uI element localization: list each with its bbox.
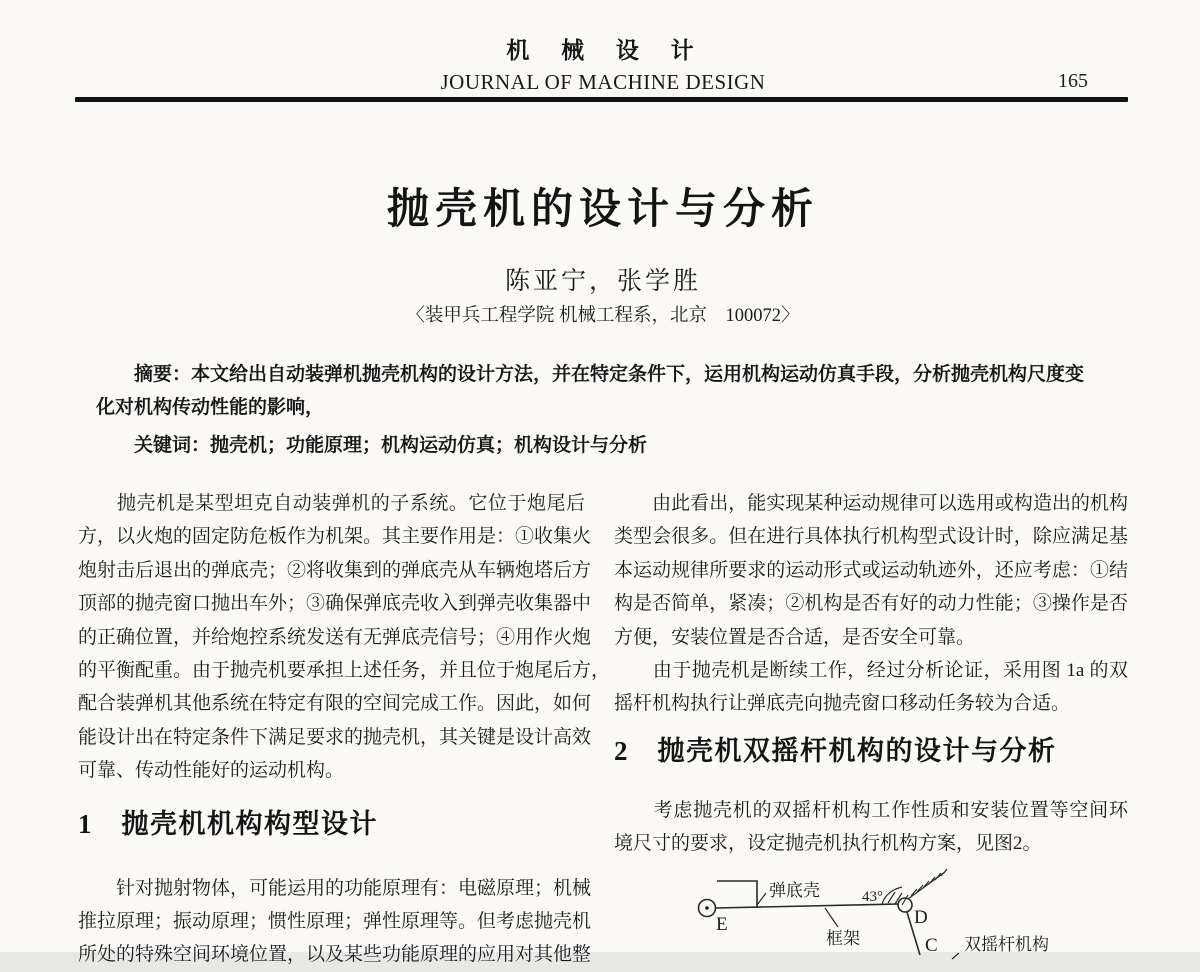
keywords-line bbox=[96, 429, 1100, 462]
mechanism-figure bbox=[614, 863, 1128, 959]
abstract-block bbox=[96, 358, 1100, 462]
point-e-label: E bbox=[716, 913, 728, 935]
body-columns bbox=[78, 487, 1128, 966]
intro-paragraph bbox=[78, 487, 611, 788]
text-line: 方便，安装位置是否合适，是否安全可靠。 bbox=[614, 626, 976, 648]
point-d-label: D bbox=[914, 906, 928, 928]
ground-line bbox=[908, 872, 945, 899]
text-line: 炮射击后退出的弹底壳；②将收集到的弹底壳从车辆炮塔后方 bbox=[78, 559, 592, 581]
text-line: 由此看出，能实现某种运动规律可以选用或构造出的机构 bbox=[614, 493, 1128, 514]
abstract-line-2: 化对机构传动性能的影响， bbox=[96, 397, 325, 418]
section-1-paragraph bbox=[78, 872, 592, 972]
text-line: 类型会很多。但在进行具体执行机构型式设计时，除应满足基 bbox=[614, 526, 1128, 548]
shell-case-leader bbox=[757, 893, 766, 905]
text-line: 可靠、传动性能好的运动机构。 bbox=[78, 760, 345, 782]
text-line: 由于抛壳机是断续工作，经过分析论证，采用图 1a 的双 bbox=[614, 659, 1128, 681]
header-divider bbox=[75, 97, 1128, 102]
section-2-paragraph bbox=[614, 794, 1128, 861]
frame-leader bbox=[825, 908, 838, 927]
shell-case-label: 弹底壳 bbox=[769, 880, 820, 900]
section-1-heading: 1 抛壳机机构构型设计 bbox=[78, 808, 378, 839]
keywords-text: 抛壳机；功能原理；机构运动仿真；机构设计与分析 bbox=[210, 435, 648, 456]
mechanism-leader bbox=[952, 953, 959, 959]
text-line: 构是否简单，紧凑；②机构是否有好的动力性能；③操作是否 bbox=[614, 593, 1128, 615]
journal-title-zh: 机 械 设 计 bbox=[506, 38, 700, 63]
keywords-label: 关键词： bbox=[134, 435, 211, 456]
text-line: 本运动规律所要求的运动形式或运动轨迹外，还应考虑：①结 bbox=[614, 559, 1128, 581]
double-rocker-paragraph bbox=[614, 654, 1128, 721]
text-line: 所处的特殊空间环境位置，以及某些功能原理的应用对其他整 bbox=[78, 944, 592, 966]
journal-header-row bbox=[78, 70, 1128, 98]
page-number: 165 bbox=[1058, 70, 1088, 92]
abstract-line-1 bbox=[96, 358, 1100, 391]
mechanism-label: 双摇杆机构 bbox=[964, 934, 1049, 954]
joint-e-dot bbox=[705, 906, 709, 910]
left-column bbox=[78, 487, 611, 966]
frame-label: 框架 bbox=[826, 928, 860, 948]
article-affiliation: 〈装甲兵工程学院 机械工程系，北京 100072〉 bbox=[406, 306, 800, 326]
text-line: 抛壳机是某型坦克自动装弹机的子系统。它位于炮尾后 bbox=[78, 493, 585, 514]
right-column bbox=[614, 487, 1128, 956]
text-line: 顶部的抛壳窗口抛出车外；③确保弹底壳收入到弹壳收集器中 bbox=[78, 593, 592, 615]
text-line: 境尺寸的要求，设定抛壳机执行机构方案，见图2。 bbox=[614, 833, 1042, 855]
text-line: 方，以火炮的固定防危板作为机架。其主要作用是：①收集火 bbox=[78, 526, 592, 548]
text-line: 配合装弹机其他系统在特定有限的空间完成工作。因此，如何 bbox=[78, 693, 592, 715]
mechanism-selection-paragraph bbox=[614, 487, 1128, 654]
point-c-label: C bbox=[925, 934, 938, 956]
shell-case-outline bbox=[717, 881, 757, 908]
text-line: 针对抛射物体，可能运用的功能原理有：电磁原理；机械 bbox=[78, 877, 592, 899]
text-line: 的平衡配重。由于抛壳机要承担上述任务，并且位于炮尾后方， bbox=[78, 659, 611, 681]
text-line: 能设计出在特定条件下满足要求的抛壳机，其关键是设计高效 bbox=[78, 726, 592, 748]
abstract-label: 摘要： bbox=[134, 364, 192, 385]
article-authors: 陈亚宁，张学胜 bbox=[504, 268, 701, 295]
angle-label: 43° bbox=[862, 888, 883, 905]
text-line: 的正确位置，并给炮控系统发送有无弹底壳信号；④用作火炮 bbox=[78, 626, 592, 648]
text-line: 推拉原理；振动原理；惯性原理；弹性原理等。但考虑抛壳机 bbox=[78, 910, 592, 932]
text-line: 考虑抛壳机的双摇杆机构工作性质和安装位置等空间环 bbox=[614, 799, 1128, 821]
article-title: 抛壳机的设计与分析 bbox=[386, 187, 819, 233]
section-2-heading: 2 抛壳机双摇杆机构的设计与分析 bbox=[614, 735, 1057, 766]
text-line: 摇杆机构执行让弹底壳向抛壳窗口移动任务较为合适。 bbox=[614, 693, 1071, 715]
journal-title-en: JOURNAL OF MACHINE DESIGN bbox=[440, 70, 766, 94]
abstract-text: 本文给出自动装弹机抛壳机构的设计方法，并在特定条件下，运用机构运动仿真手段，分析抛壳机构尺度变 bbox=[191, 364, 1085, 385]
